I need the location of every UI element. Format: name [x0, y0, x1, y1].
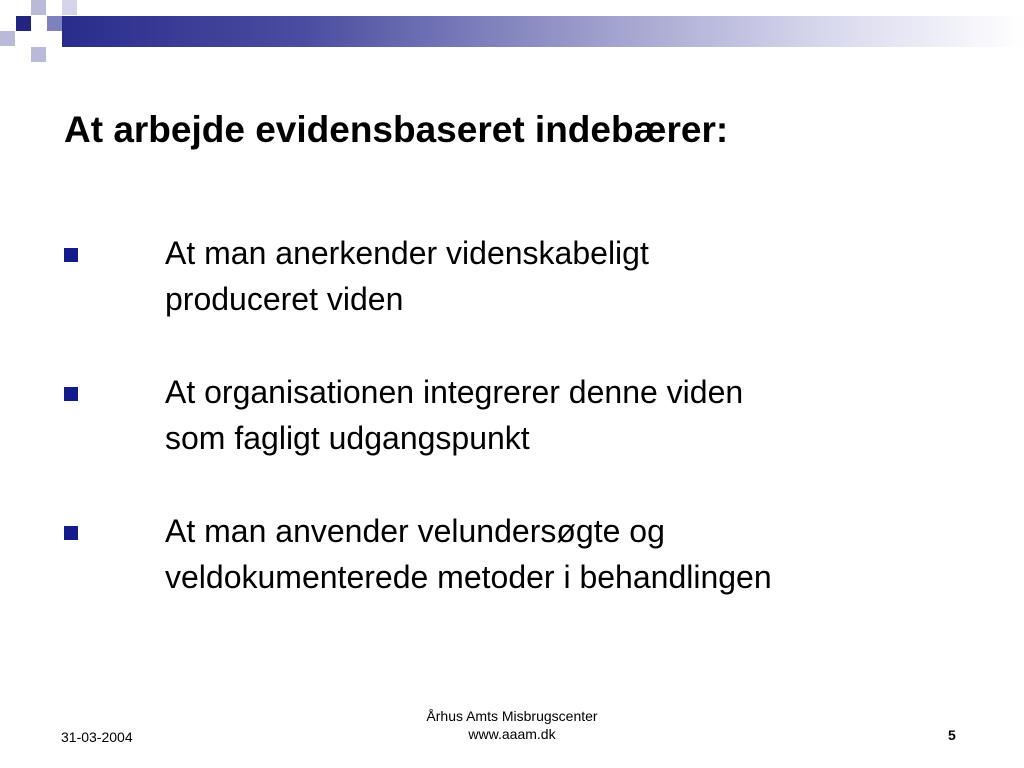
square-bullet-icon [64, 526, 78, 540]
bullet-text-line: At man anerkender videnskabeligt [165, 235, 649, 271]
header-decoration [0, 0, 1024, 48]
decorative-square-icon [16, 16, 31, 31]
bullet-text-line: At organisationen integrerer denne viden [165, 374, 744, 410]
footer-website: www.aaam.dk [468, 726, 556, 742]
header-gradient-bar [62, 16, 1024, 47]
bullet-item [64, 230, 964, 322]
bullet-text-line: At man anvender velundersøgte og [165, 513, 665, 549]
decorative-square-icon [31, 47, 46, 62]
footer-organization: Århus Amts Misbrugscenter [426, 708, 598, 724]
bullet-text-line: veldokumenterede metoder i behandlingen [165, 559, 772, 595]
square-bullet-icon [64, 248, 78, 262]
decorative-square-icon [0, 31, 15, 46]
bullet-item [64, 369, 964, 461]
footer-date: 31-03-2004 [61, 729, 133, 745]
slide-title: At arbejde evidensbaseret indebærer: [64, 109, 729, 150]
bullet-list [64, 230, 964, 647]
bullet-item [64, 508, 964, 600]
bullet-text-line: produceret viden [165, 281, 404, 317]
footer-organization-block [362, 707, 662, 743]
decorative-square-icon [31, 0, 46, 15]
bullet-text-line: som fagligt udgangspunkt [165, 420, 530, 456]
decorative-square-icon [47, 16, 62, 31]
decorative-square-icon [62, 0, 77, 15]
page-number: 5 [948, 727, 956, 743]
square-bullet-icon [64, 387, 78, 401]
